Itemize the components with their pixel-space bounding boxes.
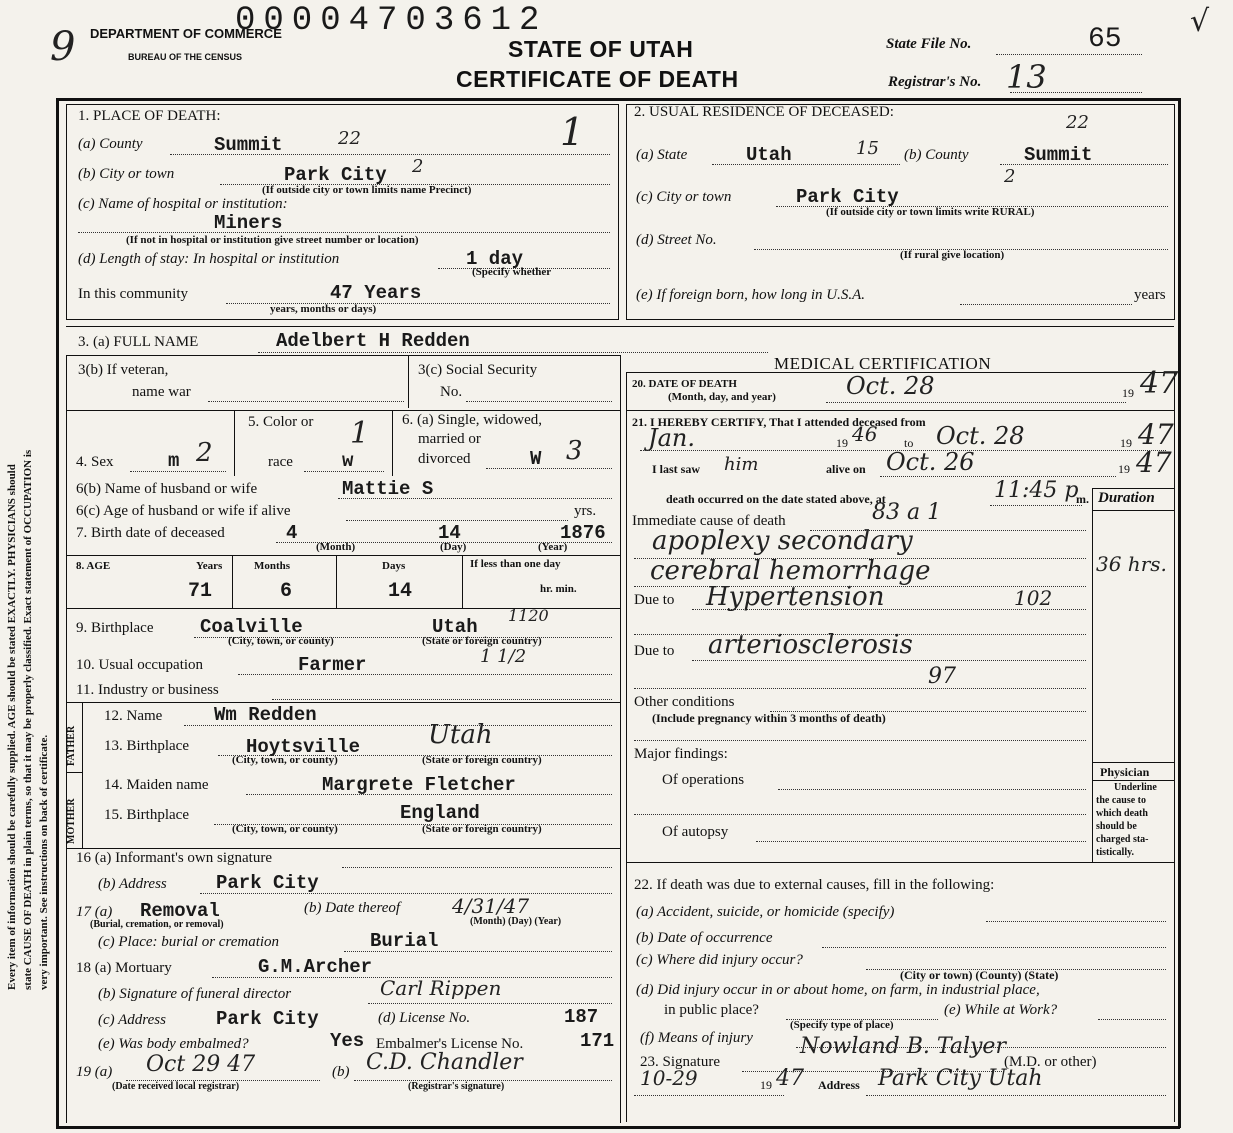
removal-date-label: (b) Date thereof — [304, 900, 401, 916]
bureau-label: BUREAU OF THE CENSUS — [128, 52, 243, 62]
other-conditions-note: (Include pregnancy within 3 months of death) — [652, 711, 886, 725]
mother-name-value: Margrete Fletcher — [322, 774, 516, 796]
immediate-cause-label: Immediate cause of death — [632, 513, 786, 529]
physician-signature: Nowland B. Talyer — [800, 1034, 1006, 1059]
res-county-value: Summit — [1024, 144, 1093, 166]
signature-label: 23. Signature — [640, 1054, 720, 1070]
mortuary-value: G.M.Archer — [258, 956, 373, 978]
yrs-label: yrs. — [574, 503, 597, 519]
state-file-label: State File No. — [886, 36, 972, 52]
removal-date-note: (Month) (Day) (Year) — [470, 916, 562, 927]
father-birthplace-state: Utah — [428, 720, 493, 750]
director-signature: Carl Rippen — [380, 976, 502, 1000]
marital-value: W — [530, 448, 542, 470]
other-conditions-label: Other conditions — [634, 694, 735, 710]
community-label: In this community — [78, 286, 188, 302]
death-city-code: 2 — [412, 156, 424, 177]
mortuary-address-value: Park City — [216, 1008, 319, 1030]
age-years-head: Years — [196, 560, 223, 572]
from-year-prefix: 19 — [836, 436, 848, 450]
place-label: (c) Place: burial or cremation — [98, 934, 280, 950]
res-street-note: (If rural give location) — [900, 249, 1005, 261]
birthplace-state-note: (State or foreign country) — [422, 635, 542, 647]
license-label: (d) License No. — [378, 1010, 471, 1026]
father-birthplace-label: 13. Birthplace — [104, 738, 189, 754]
age-hrmin-label: hr. min. — [540, 583, 577, 595]
birthplace-city: Coalville — [200, 616, 303, 638]
year-note: (Year) — [538, 541, 568, 553]
m-label: m. — [1076, 492, 1089, 506]
father-name-label: 12. Name — [104, 708, 163, 724]
occurrence-date-label: (b) Date of occurrence — [636, 930, 773, 946]
full-name-value: Adelbert H Redden — [276, 330, 470, 352]
birthplace-state: Utah — [432, 616, 478, 638]
res-state-label: (a) State — [636, 147, 688, 163]
father-name-value: Wm Redden — [214, 704, 317, 726]
physician-head: Physician — [1100, 765, 1150, 779]
dod-note: (Month, day, and year) — [668, 391, 776, 403]
to-year: 47 — [1138, 418, 1174, 451]
last-saw-him: him — [724, 454, 759, 475]
state-file-value: 65 — [1088, 24, 1122, 55]
informant-sig-label: 16 (a) Informant's own signature — [76, 850, 272, 866]
death-city-value: Park City — [284, 164, 387, 186]
race-code: 1 — [350, 416, 370, 451]
signature-year: 47 — [776, 1066, 804, 1091]
registrar-value: 13 — [1006, 58, 1047, 96]
state-title: STATE OF UTAH — [508, 36, 694, 62]
mother-bp-state-note: (State or foreign country) — [422, 823, 542, 835]
last-saw-label: I last saw — [652, 462, 701, 476]
color-label: 5. Color or — [248, 414, 314, 430]
res-county-code: 22 — [1066, 112, 1089, 133]
embalmer-license-value: 171 — [580, 1030, 615, 1052]
res-state-value: Utah — [746, 144, 792, 166]
marital-label-1: 6. (a) Single, widowed, — [402, 412, 542, 428]
age-lessday-head: If less than one day — [470, 558, 561, 570]
where-label: (c) Where did injury occur? — [636, 952, 803, 968]
corner-check: √ — [1190, 4, 1210, 39]
industry-label: 11. Industry or business — [76, 682, 219, 698]
attended-to: Oct. 28 — [936, 422, 1025, 450]
received-date: Oct 29 47 — [146, 1052, 256, 1077]
means-label: (f) Means of injury — [640, 1030, 753, 1046]
veteran-label: 3(b) If veteran, — [78, 362, 169, 378]
mortuary-address-label: (c) Address — [98, 1012, 166, 1028]
occupation-code: 1 1/2 — [480, 646, 527, 667]
spouse-age-label: 6(c) Age of husband or wife if alive — [76, 503, 291, 519]
registrar-signature: C.D. Chandler — [366, 1050, 523, 1075]
age-years: 71 — [188, 580, 213, 603]
occupation-value: Farmer — [298, 654, 367, 676]
race-label: race — [268, 454, 293, 470]
due-to-code: 102 — [1014, 586, 1053, 610]
removal-label: 17 (a) — [76, 904, 113, 920]
medical-heading: MEDICAL CERTIFICATION — [774, 354, 992, 373]
res-city-note: (If outside city or town limits write RURAL) — [826, 206, 1035, 218]
home-label-2: in public place? — [664, 1002, 759, 1018]
sex-code: 2 — [196, 438, 213, 468]
embalmed-label: (e) Was body embalmed? — [98, 1036, 249, 1052]
side-instructions-3: very important. See instructions on back of certificate. — [38, 734, 50, 990]
informant-address-label: (b) Address — [98, 876, 167, 892]
death-county-code: 22 — [338, 128, 361, 149]
from-year: 46 — [852, 422, 878, 446]
dod-year-prefix: 19 — [1122, 386, 1134, 400]
age-months: 6 — [280, 580, 293, 603]
death-county-label: (a) County — [78, 136, 143, 152]
accident-label: (a) Accident, suicide, or homicide (specify) — [636, 904, 895, 920]
stay-label: (d) Length of stay: In hospital or institution — [78, 251, 340, 267]
alive-on-label: alive on — [826, 462, 866, 476]
dod-year: 47 — [1140, 366, 1179, 401]
birth-month: 4 — [286, 522, 298, 544]
birth-date-label: 7. Birth date of deceased — [76, 525, 225, 541]
ssn-no-label: No. — [440, 384, 463, 400]
signature-address: Park City Utah — [878, 1066, 1043, 1091]
due-to-label-2: Due to — [634, 643, 675, 659]
stay-value: 1 day — [466, 248, 524, 270]
hospital-note: (If not in hospital or institution give street number or location) — [126, 234, 419, 246]
cause-line-1: apoplexy secondary — [652, 526, 913, 556]
hospital-value: Miners — [214, 212, 283, 234]
registrar-sig-note: (Registrar's signature) — [408, 1081, 505, 1092]
mother-name-label: 14. Maiden name — [104, 777, 209, 793]
alive-year: 47 — [1136, 446, 1172, 479]
duration-value: 36 hrs. — [1096, 552, 1167, 576]
dod-label: 20. DATE OF DEATH — [632, 378, 737, 390]
age-label: 8. AGE — [76, 560, 111, 572]
age-days: 14 — [388, 580, 413, 603]
day-note: (Day) — [440, 541, 467, 553]
signature-address-label: Address — [818, 1078, 860, 1092]
race-value: w — [342, 450, 354, 472]
work-label: (e) While at Work? — [944, 1002, 1058, 1018]
alive-on-value: Oct. 26 — [886, 448, 975, 476]
mother-bp-city-note: (City, town, or county) — [232, 823, 338, 835]
father-bp-city-note: (City, town, or county) — [232, 754, 338, 766]
immediate-cause-code: 83 a 1 — [872, 500, 942, 525]
res-city-code: 2 — [1004, 166, 1016, 187]
mother-side-label: MOTHER — [66, 798, 77, 844]
full-name-label: 3. (a) FULL NAME — [78, 334, 199, 350]
mother-birthplace-label: 15. Birthplace — [104, 807, 189, 823]
side-instructions-1: Every item of information should be carefully supplied. AGE should be stated EXACTLY. PHYSICIANS should — [6, 464, 18, 990]
type-note: (Specify type of place) — [790, 1019, 894, 1031]
death-county-value: Summit — [214, 134, 283, 156]
death-city-label: (b) City or town — [78, 166, 175, 182]
spouse-label: 6(b) Name of husband or wife — [76, 481, 258, 497]
place-of-death-heading: 1. PLACE OF DEATH: — [78, 108, 221, 124]
res-street-label: (d) Street No. — [636, 232, 717, 248]
major-findings-label: Major findings: — [634, 746, 728, 762]
removal-value: Removal — [140, 900, 220, 922]
cause-line-2: cerebral hemorrhage — [650, 556, 931, 586]
md-label: (M.D. or other) — [1004, 1054, 1097, 1070]
occupation-label: 10. Usual occupation — [76, 657, 204, 673]
physician-note-3: which death — [1096, 808, 1148, 819]
duration-head: Duration — [1098, 490, 1155, 506]
removal-date-value: 4/31/47 — [452, 894, 530, 918]
stay-note: (Specify whether — [472, 266, 552, 278]
code-97: 97 — [928, 664, 956, 689]
birth-year: 1876 — [560, 522, 606, 544]
attended-from: Jan. — [648, 424, 696, 452]
to-year-prefix: 19 — [1120, 436, 1132, 450]
due-to-label-1: Due to — [634, 592, 675, 608]
department-label: DEPARTMENT OF COMMERCE — [90, 26, 282, 41]
side-instructions-2: state CAUSE OF DEATH in plain terms, so that it may be properly classified. Exact statement of OCCUPATION is — [22, 449, 34, 990]
res-city-label: (c) City or town — [636, 189, 732, 205]
age-days-head: Days — [382, 560, 406, 572]
marital-code: 3 — [566, 436, 583, 466]
corner-mark: 9 — [50, 24, 76, 70]
to-label: to — [904, 436, 914, 450]
physician-note-5: charged sta- — [1096, 834, 1149, 845]
community-value: 47 Years — [330, 282, 422, 304]
certificate-title: CERTIFICATE OF DEATH — [456, 66, 739, 92]
month-note: (Month) — [316, 541, 356, 553]
mortuary-label: 18 (a) Mortuary — [76, 960, 172, 976]
death-city-note: (If outside city or town limits name Precinct) — [262, 184, 472, 196]
physician-note-1: Underline — [1114, 782, 1157, 793]
dod-value: Oct. 28 — [846, 372, 935, 400]
birthplace-city-note: (City, town, or county) — [228, 635, 334, 647]
registrar-sig-label: (b) — [332, 1064, 350, 1080]
community-note: years, months or days) — [270, 303, 377, 315]
mother-birthplace-value: England — [400, 802, 480, 824]
residence-heading: 2. USUAL RESIDENCE OF DECEASED: — [634, 104, 894, 120]
marital-label-2: married or — [418, 431, 481, 447]
home-label-1: (d) Did injury occur in or about home, on farm, in industrial place, — [636, 982, 1040, 998]
physician-note-4: should be — [1096, 821, 1137, 832]
father-side-label: FATHER — [66, 725, 77, 766]
death-mark: 1 — [560, 110, 585, 154]
due-to-value-2: arteriosclerosis — [708, 630, 913, 660]
hospital-label: (c) Name of hospital or institution: — [78, 196, 288, 212]
signature-date: 10-29 — [640, 1066, 698, 1090]
due-to-value-1: Hypertension — [706, 582, 885, 612]
embalmer-license-label: Embalmer's License No. — [376, 1036, 524, 1052]
operations-label: Of operations — [662, 772, 745, 788]
father-bp-state-note: (State or foreign country) — [422, 754, 542, 766]
res-city-value: Park City — [796, 186, 899, 208]
birth-day: 14 — [438, 522, 461, 544]
director-label: (b) Signature of funeral director — [98, 986, 292, 1002]
embalmed-value: Yes — [330, 1030, 365, 1052]
where-note: (City or town) (County) (State) — [900, 968, 1059, 982]
received-note: (Date received local registrar) — [112, 1081, 240, 1092]
license-value: 187 — [564, 1006, 599, 1028]
alive-year-prefix: 19 — [1118, 462, 1130, 476]
occurred-label: death occurred on the date stated above, at — [666, 492, 886, 506]
birthplace-code: 1120 — [508, 606, 549, 625]
res-years-label: years — [1134, 287, 1166, 303]
death-time: 11:45 p — [994, 478, 1079, 503]
res-state-code: 15 — [856, 138, 879, 159]
informant-address-value: Park City — [216, 872, 319, 894]
birthplace-label: 9. Birthplace — [76, 620, 154, 636]
place-value: Burial — [370, 930, 439, 952]
res-foreign-label: (e) If foreign born, how long in U.S.A. — [636, 287, 866, 303]
physician-note-6: tistically. — [1096, 847, 1135, 858]
autopsy-label: Of autopsy — [662, 824, 729, 840]
removal-note: (Burial, cremation, or removal) — [90, 919, 224, 930]
sex-value: m — [168, 450, 180, 472]
external-heading: 22. If death was due to external causes, fill in the following: — [634, 877, 995, 893]
physician-note-2: the cause to — [1096, 795, 1146, 806]
war-label: name war — [132, 384, 191, 400]
serial-number: 00004703612 — [235, 2, 548, 40]
spouse-value: Mattie S — [342, 478, 434, 500]
age-months-head: Months — [254, 560, 291, 572]
ssn-label: 3(c) Social Security — [418, 362, 538, 378]
father-birthplace-value: Hoytsville — [246, 736, 361, 758]
signature-year-prefix: 19 — [760, 1078, 772, 1092]
marital-label-3: divorced — [418, 451, 471, 467]
certify-label: 21. I HEREBY CERTIFY, That I attended deceased from — [632, 415, 926, 429]
res-county-label: (b) County — [904, 147, 969, 163]
registrar-label: Registrar's No. — [888, 74, 982, 90]
sex-label: 4. Sex — [76, 454, 114, 470]
received-label: 19 (a) — [76, 1064, 113, 1080]
